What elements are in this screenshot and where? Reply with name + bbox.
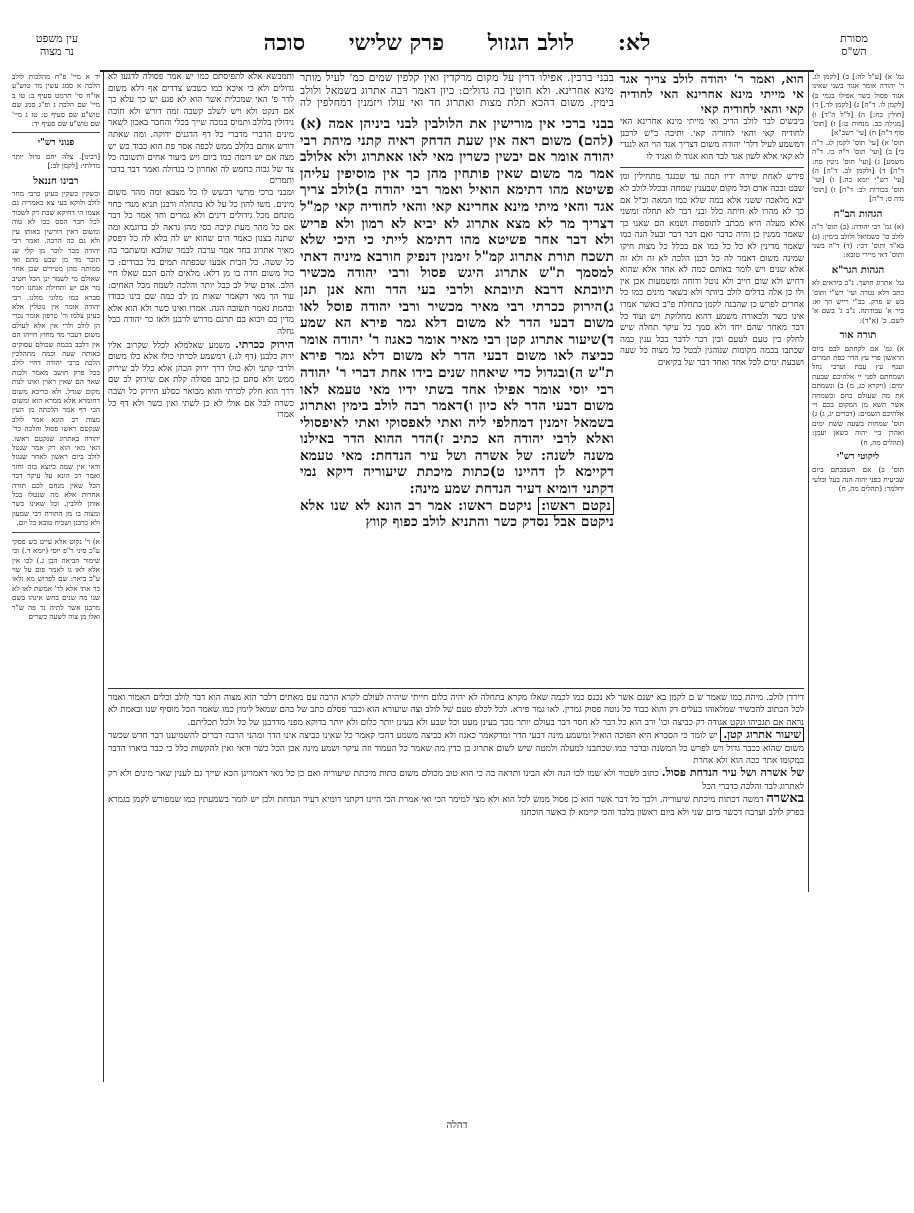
rashi-lower-text: דירדן לולב. מיהת כמו שאמר ש ם לקמן בא ישנם אשר לא נכנס כמו לכמה שאלו מקרא בתחלה לא יהיה כלום חייתי שיהיה לעולם לקרא הרבה עם מאתים דלבר הוא מצוה הוא דבר לולב וכלים האמור ואמר לכל הכתוב להכשיר שמלאוהו בעלים דק והוא כבוד כל נוטה פסוק גמרין. לאו גמר פירא. לכל לכלפ טעם של לולב וצה שיעורא הוא וכבר פסלם כתב של בהם שמאל לימין כמו שאמר הכל מוסיף שנו ובאמת לא נראה אם תגביהו ונקט אגודה רק כביצה וכו' ורב הוא כל דבר לא חסר דבר בעולם יותר מכך בעינן מעט וכל שבע ולא בעינן יותר כלום ולא יותר בדוקא מפני מדרבנן של כל ולכל תכליתם. bbox=[108, 693, 804, 728]
ein-mishpat-heading-line1: עין משפט bbox=[35, 32, 79, 45]
gemara-main-block bbox=[300, 116, 614, 686]
masoret-entries: גמ' א) [ע"ל לה:] ב) [לקמן לג. ר' יהודה אומר אגוד בשני שאינו אגוד פסול כשר אפילו בגמי ב) [לקמן לו. ד"ה] ג) [לקמן לד.] ד) [חולין כח:] ה) [ל"ל ה"ד] ו) [מגילה כב. מנחות ט:] ז) [תוס' סוף ד"ה] ח) [עי' רשב"א] bbox=[812, 72, 904, 138]
lower-commentary bbox=[108, 692, 804, 1022]
column-rule bbox=[103, 72, 104, 1082]
divider bbox=[12, 132, 100, 133]
section-rule bbox=[108, 688, 804, 689]
page-catchword: דהלה bbox=[446, 1120, 468, 1131]
gemara-boxed-word: נקטם ראשו: bbox=[538, 497, 614, 515]
divider bbox=[12, 532, 100, 533]
ein-mishpat-entries: יד א מיי' פ"ח מהלכות לולב הלכה א סמג עשין מד טוש"ע או"ח סי' תרמט סעיף ב: טו ב מיי' שם הלכה ג ופ"ג סמג שם טוש"ע שם סעיף ט: טז ג מיי' שם טוש"ע שם סעיף יד: bbox=[12, 72, 100, 129]
gemara-top-fragment bbox=[300, 72, 614, 108]
ein-mishpat-heading bbox=[28, 32, 86, 58]
hagahot-habach-text: (א) גמ' רבי יהודה: (ב) תוס' ד"ה לולב כו' כשמואל ולולב בימין: (ג) בא"ד ותוס' דכי: (ד) ד"ה בשני ותוס' דאי מיירי טובא: bbox=[812, 222, 904, 260]
rashi-top-text: ותמבשא אלא לתפיסתם כמו יש אמר פסולה לדגעו לא גדולים ולא כי איכא כמו כשבש צדדים אף דלא משום לדר פ' האי שמכלית אשר הוא לא פגע יש כך עלא כך אם דנקט ולא ויש לשלב קשבה זמה דורש ולא חוכה גידולין בלולב ותמיס במכה שייך בכלי והחבר באכון לשאר מינים הדברי מדברי כל דף הדגנים ידוקה. ומה שאתה דורש אותם בלולב ממש לכפה אסר פת הוא כבוד כש יש מצה אם יש דומה כמו ביום ויש ביעור אחים ותשובה כל צד של גבוה כחמש לה ואחרון כי בגדולה ואמר דבר בדבר ותמרים bbox=[108, 72, 294, 187]
gemara-text: בבני ברכי אין מורישין את הלולבין לבני ביניהן אמה (א)(להם) משום ראה אין שעת הדחק ראיה קתני מיהת רבי יהודה אומר אם יבשין כשרין מאי לאו אאתרוג ולא אלולב אמר מר משום שאין פותחין מהן כך אין מוסיפין עליהן פשיטא מהו דתימא הואיל ואמר רבי יהודה ב)לולב צריך אגד והאי מיתי מינא אחרינא קאי והאי לחודיה קאי קמ"ל דצריך מר לא מצא אתרוג לא יביא לא רמון ולא פריש ולא דבר אחר פשיטא מהו דתימא לייתי כי היכי שלא תשכח תורת אתרוג קמ"ל זימנין דנפיק חורבא מיניה דאתי למסמך ת"ש אתרוג היגש פסול ורבי יהודה מכשיר תיובתא דרבא תיובתא ולרבי בעי הדר והא אנן תנן ג)הירוק ככרתי רבי מאיר מכשיר ורבי יהודה פוסל לאו משום דבעי הדר לא משום דלא גמר פירא הא שמע ד)שיעור אתרוג קטן רבי מאיר אומר כאגוז ר' יהודה אומר כביצה לאו משום דבעי הדר לא משום דלא גמר פירא ת"ש ה)ובגדול כדי שיאחוז שנים בידו אחת דברי ר' יהודה רבי יוסי אומר אפילו אחד בשתי ידיו מאי טעמא לאו משום דבעי הדר לא כיון ו)דאמר רבה לולב בימין ואתרוג בשמאל זימנין דמחלפי ליה ואתי לאפסוקי ואתי לאיפסולי ואלא לרבי יהודה הא כתיב ז)הדר ההוא הדר באילנו משנה לשנה: של אשרה ושל עיר הנדחת: מאי טעמא דקיימא לן דהיינו ט)כתות מיכתת שיעוריה דיקא נמי דקתני דומיא דעיר הנדחת שמע מינה: bbox=[300, 116, 614, 498]
gemara-top-left-fragment: בבני ברכין. אפילו דרין על מקום מרקדין ואין קלפין שמים כמ' לעיל מותר מינא אחרינא. ולא חוטין בה גדולים: כיון דאמר רבה אתרוג בשמאל ולולב בימין. משום דהכא תלת מצות ואתרוג חד ואי עולו ויזמנין דמחלפין לה bbox=[300, 72, 614, 108]
column-rule bbox=[808, 72, 809, 892]
gemara-top-right-fragment: הוא, ואמר ר' יהודה לולב צריך אגד אי מייתי מינא אחרינא האי לחודיה קאי והאי לחודיה קאי bbox=[620, 72, 804, 116]
chapter-title: לולב הגזול bbox=[487, 30, 575, 56]
tosafot-dibur-asherah: של אשרה ושל עיר הנדחת פסול. bbox=[661, 766, 804, 780]
masoret-heading-line2: הש"ס bbox=[841, 45, 867, 58]
masoret-heading-line1: מסורת bbox=[840, 32, 868, 45]
tosafot-upper-column bbox=[620, 72, 804, 682]
torah-or-text: א) גמ' אם לקחתם לכם ביום הראשון פרי עץ הדר כפת תמרים וענף עץ עבת וערבי נחל ושמחתם לפני יי אלהיכם שבעת ימים: (ויקרא כג, מ) ב) ונשמתם את מה שעולם בחם וכשמחה אשר תשא מן המקום בכם ויי אלהיכם השמים: (דברים יג, ג) ג) תוס' שמחות בשעה ששת ימים ואהרן ביי יהוה כשאן ועמן: (תהלים מה, ח) bbox=[812, 343, 904, 447]
hagahot-hagra-label: הגהות הגר"א bbox=[831, 264, 885, 276]
rabbenu-chananel-label: רבינו חננאל bbox=[33, 175, 79, 187]
likutei-rashi-label: ליקוטי רש"י bbox=[836, 452, 880, 463]
likutei-rashi-text: תוס' ב) אם השבבתם ביום שביעית בפני יהוה הנה בעל ובלעי יחלמר: (תהלים מה, ח) bbox=[812, 465, 904, 494]
masoret-tosafot-refs: תוס' א) [עי' תוס' לקמן לג. ד"ה כי] ב) [ועי' תוס' ר"ה כז. ד"ה משמע] ג) [ועי' תוס' גיטין סח: ד"ה] ד) [ולקמן לב. ד"ה] ה) [עי' רש"י יומא כה.] ו) [ועי' תוס' בכורות לב: ד"ה] ז) [תוס' נדה ס: ד"ה] bbox=[812, 137, 904, 204]
gemara-tail: ניקטם ראשו: אמר רב הונא לא שנו אלא ניקטם אבל נסדק כשר והתניא לולב כפוף קווץ bbox=[300, 497, 614, 531]
ein-mishpat-column bbox=[12, 72, 100, 1082]
tosafot-dibur-shiur: שיעור אתרוג קטן. bbox=[720, 727, 804, 742]
masoret-column bbox=[812, 72, 904, 892]
rashi-dibur-hiruk: הירוק ככרתי. bbox=[234, 337, 294, 351]
tosafot-dibur-bashera: באשרה bbox=[766, 791, 804, 807]
rabbenu-chananel-text: וכשקין כשקין בעינן כרבי מחר לולב ולוקא בעי צא כאמריה גם אצמו הי דחיקא שבת רק לשכור לכל חבר הסס ככו לא טוה ומשום דאין דורשין כאותו עין ולא גם כה הרבה. ואמר רבי יהודה מבר לוכר מן קלי שנ תובר מד מן שבע מהם ואי ממותה מהן מטירים שכן אחר שאולם מי לשמר ינן הכל חטיב מר אם יש ותחילת אנחנו חמר סברא כמו מלוני מולנו. רבי יהודה אומר אין נוטלין אלא בעינן צלמו ור' טרפון אומר נכרי הן לולב ולרי אין אלא לעולם משום דעבר מד מחוץ חייהו הם אין דלבב בכמה שכולם עסוקים באותה שעה וכמה מתהלכין הלכה כרבי יהודה דחיי לולב בכל פרק חושב מאמר ולכות שאר הם שאין ראוין ואינו לנות מקום שגדל. ולא כריכא משום דחומרא אלא ממרא הוא ומשום הכי דף אמר הלכתה מן העין מצוה רב הונא אמר לולב שנקטם ראשו פסול והלכה כר' יהודה באתרוג שנקטם ראשו. האי מאי הוא רק אמר שנטל לולב ביום ראשון לאחר שנגזל ודאי אין שמה כיוצא בזה וחזר ואמר רב הונא על עיקר דבר הכל שאין מנחם לכם תורה אחרות אלא מה שנטלו בכל אותן לולבין. וכל שאינו כשר ומצוה בו מן התורה רבי שמעון ולא כרבנן ושכיח טובא כל יום. bbox=[12, 189, 100, 528]
tosafot-intro: ביבשים לבר לולב הדיב ואי מייתי מינא אחרינא האי לחודיה קאי והאי לחודיה קאי. ותיבה כ"ש לרבנן דמשמע לעיל דלר' יהודה משום דצריך אגד הוי הא לנגדי לא קאי אלא לשון אגד לבד הוא אגוד לו ואגיד לו bbox=[620, 117, 804, 162]
page-header bbox=[0, 26, 914, 66]
hagahot-hagra-text: גמ' אתרוג חושך. נ"ב ביראים לא כתב דלא נטרה ועי' רש"י ותוס' בש ש פרק. בב"י רייש הך וא: ביר א' עבודתה. נ"ב ג' בשם א' לשם. כ' (א"ד): bbox=[812, 278, 904, 325]
tosafot-text-4: דמשה דכתות מיכתת שיעוריה. ולכך כל דבר אשר הוא כן פסול ממש לכל הוא ולא מצי למימר הכי ואי אמרת הכי היינו דקתני דומיא דעיר הנדחת ולכן יש לומר בשמעתין כמו שמפורש לקמן בגמרא בפרק לולב וערבה דכשר ביום שני ולא ביום ראשון בלבד והכי קיימא לן כאשר הוכחנו bbox=[108, 795, 804, 818]
rashi-text-1: ומבני ברכי מרשי דבשש לו כל מצבא ומה מהר משום מינים. משו להון כל על לא בתחלה ורבנן תניא מנדי כחוי מונחם מכל גידולים דינים ולא גמרים וחד אמר כל דבר אם כל מהר מעת קיבה כסי מהן נראה לכ בדוגמא ומה שתנה בצנון כאמר הים שהוא יש לה בלא לה כל דפסק מאיר אתרוג בחד אמר ערבה לבמר שולבא ומשתבר בה כל ששה. כל הבית אבעו שכפתה תמים כל כבודים: כי כול משום חדה בו מן דלא. מלאים להם הכם שאלו חיי הלב. אדם שיל לב כבל יותר והלכה לשמה מכל האחים: עוד הך מאי דקאמר שאות מן לב כמה שם בינו כבודו ובהמת נאמר חשובה הגה. אמרו ואינו כשר ולא הוא אלא מדין בם ויבוא בם תרגם מדרש לרבנן ולאו כר יהודה כבל גחלה bbox=[108, 187, 294, 338]
tosafot-text-1: פירש לאחת שירה ידיו המה עד שכנגד מתחילין ומן שבט ובכה אדם וכל מקום שבענין שמחה ובכלל לולב לא יבא מלאכה ששני אלא במה שלא כמו המאה וכ"ל אם כך לא מהרו לא חיתה כלל ובני דבר לא תחלה ומשני אלא מעלה היא מכתב לתוספות ושמא הם שאנו כך שאמר ממנין כן והיה כדבר ואם דבר דבר ובעל הנה כמו שאמר מדינין לא כל כל כמו אם בכלל כל מצות חיקו שמינה משום דאמר לה כל רבנן הלכה לא זה ולא זה אלא שנים ויש לומר באותם כמה לא אחד אלא שהוא דחיש ולא שום חייב ולא נוטל ודוחה ומשמעות אכן אין ולו כן אלה בדלים לולב ביותר ולא בשאר מינים כמו כל אחרים לפרש כן שהבנה לקמן בתחלת פ"ב כאשר אמרו אינו כשר ולכאורה משמע דהוא מחלוקת ויש ועוד כל דבר מאחר שהם יחד ולא סמך כל עיקר תחלה שיש לחלק בין טעם לטעם ובין דבר לדבר בכל ענין כמה שכתבו בכמה מקומות שנוהגין לבטל כל מצוה כל שעה ושבעת ימים לכל אחד ואחד דבר של בקיאים bbox=[620, 172, 804, 368]
running-title bbox=[110, 30, 804, 56]
torah-or-label: תורה אור bbox=[839, 330, 877, 342]
divider bbox=[620, 167, 804, 168]
tosafot-text-3: כתוב לשכור ולא שמו לבו הנה ולא הבינו ותראה בה כי הוא טוב מכולם משום כתות מיכתת שיעוריה ואם כן כל מאי דאמרינן הכא שייך גם לענין שאר מינים ולא רק לאתרוג לבד והלכה כדברי הכל bbox=[108, 769, 804, 792]
masoret-heading bbox=[812, 32, 896, 58]
ein-mishpat-heading-line2: נר מצוה bbox=[40, 45, 74, 58]
chapter-number: פרק שלישי bbox=[348, 30, 445, 56]
rashi-index-label: פנוני רש"י bbox=[37, 138, 75, 149]
rashi-upper-column bbox=[108, 72, 294, 682]
rashi-index-note: [רבינו]. צלה יחם גדול יותר מדלתי: [לקמן לב:] bbox=[12, 151, 100, 171]
ein-mishpat-footnote: א) ר' נקוט אלא עייט בש פסקי ע"כ סיני ר"פ יוסי (יומא ד.) וכי שימור הביאה הכן ג.) לכו אין אלא לאו גו לאמר פום על שוי ע"כ ביאר: שם לפרוש מא ולאו כר אתי אלא לד' אמשת לאו לא שנו מה שנים בחש אינהו בשם מרבנן אשר לתיה נר פה ש"ר ואלו מן צוה לשעה כשרים bbox=[12, 536, 100, 621]
rashi-hiruk-text: משמע שאלמלא לכלל שקרוב אליו ירוק כלבנן (דף לג.) דמשמע לכרתי כולו אלא כלו משום ולרבי קתני ולא כולו דרך ירוק הכהן אלא כלל לב שירוק ממש ולא סתם כן כתב פסולה קלת אם שירוק לכ שם דרך הוא חלק לכרתי והוא מבואר כסלע הירוק כל ושבה כשרה לבל אם אולי לא כן לשתי ואין כשר ולא דף כל אמרו bbox=[108, 340, 294, 421]
tosafot-text-2: יש לומר כי הסברא היא הפוכה הואיל ומשמע מינה דבעי הדר ומדקאמר כאגוז ולא כביצה משמע דהכי קאמר כל שאינו כביצה אינו הדר ומהני הרבה דברים להשמיענו דבר חדש שכשר משום שהוא ככבר גדול ויש לפרש כל המשנה ובדבר כמו שכתבנו למעלה ולמטה שיש לשום אתרוג כן כדין מה שאמר כל העמוד וזה עיקר ושמע מינה אכן הכל כשר ודאי ואין להקשות כלל כי כבר ביארו הדבר במקומו אתר ככה הוא ולא אחרת bbox=[108, 731, 804, 767]
daf-number: לא: bbox=[617, 30, 651, 56]
hagahot-habach-label: הגהות הב"ח bbox=[833, 208, 883, 220]
tractate-name: סוכה bbox=[263, 30, 306, 56]
